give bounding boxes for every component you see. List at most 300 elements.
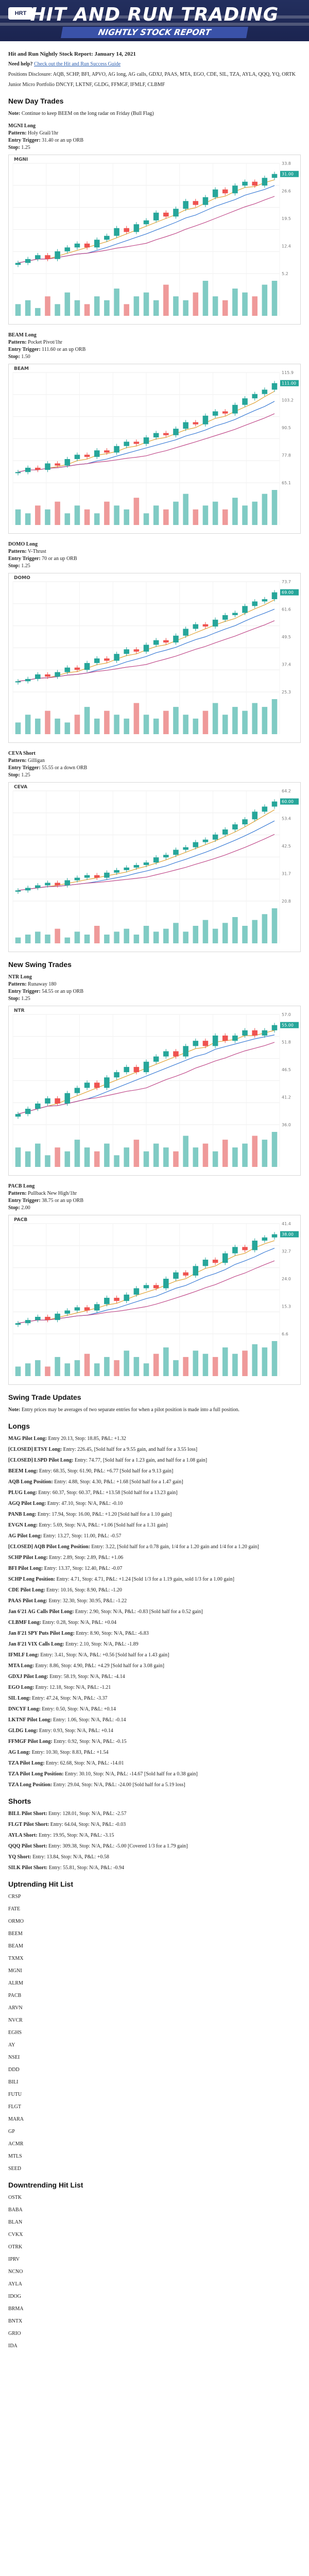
position-details: Entry: 13.37, Stop: 12.40, P&L: -0.07 [43,1566,123,1571]
volume-bar [163,711,169,734]
volume-bar [84,304,90,316]
price-axis-label: 41.2 [282,1095,291,1100]
price-candle [242,1247,248,1250]
position-line [8,1457,301,1464]
ticker-item: CVKX [8,2232,23,2238]
volume-bar [124,304,129,316]
ticker-item: BABA [8,2207,23,2213]
setup-pattern-label: Pattern: [8,549,27,554]
setup-pattern [8,339,301,346]
price-candle [64,1311,70,1314]
stock-chart [8,782,301,952]
setup-name: NTR Long [8,974,32,980]
ticker-item: OSTK [8,2195,22,2200]
price-candle [104,1077,110,1088]
price-candle [173,1051,179,1056]
volume-bar [64,1151,70,1167]
price-axis-label: 6.6 [282,1332,288,1336]
price-candle [193,201,198,205]
position-line [8,1865,301,1872]
setup-pattern-value: Pullback New High/1hr [26,1191,77,1196]
trade-setup [8,750,301,779]
volume-bar [252,502,258,525]
position-line [8,1630,301,1637]
price-candle [134,865,140,868]
volume-bar [262,494,268,525]
setup-entry-trigger-label: Entry Trigger: [8,556,41,562]
price-candle [134,1067,140,1072]
ticker-item: FATE [8,1906,21,1912]
position-line [8,1727,301,1735]
position-label: BFI Pilot Long: [8,1566,43,1571]
position-line [8,1554,301,1562]
position-label: GDXJ Pilot Long: [8,1674,48,1680]
price-candle [84,1307,90,1310]
price-candle [232,185,238,193]
position-line [8,1479,301,1486]
volume-bar [203,505,209,525]
price-candle [252,1030,258,1036]
position-details: Entry: 0.50, Stop: N/A, P&L: +0.14 [40,1706,116,1712]
price-candle [45,883,50,885]
setup-name: CEVA Short [8,751,36,756]
volume-bar [222,923,228,943]
ticker-item: FUTU [8,2092,22,2097]
price-candle [183,201,188,209]
price-candle [64,1093,70,1104]
setup-entry-trigger [8,137,301,144]
volume-bar [104,711,110,734]
position-line [8,1435,301,1443]
shorts-heading: Shorts [8,1797,31,1805]
volume-bar [252,1344,258,1376]
price-candle [272,174,278,178]
volume-bar [242,926,248,943]
position-details: Entry: 5.69, Stop: N/A, P&L: +1.06 [Sold half for a 1.31 gain] [37,1522,168,1528]
success-guide-link[interactable]: Check out the Hit and Run Success Guide [34,61,121,67]
note-text: Entry prices may be averages of two separate entries for when a pilot position is made into a full position. [20,1407,240,1413]
chart-svg [9,155,300,324]
price-candle [213,411,218,415]
stock-chart [8,1215,301,1385]
volume-bar [144,1151,149,1167]
volume-bar [232,917,238,943]
price-candle [15,263,21,265]
price-candle [144,1285,149,1288]
volume-bar [75,300,80,316]
position-line [8,1641,301,1648]
last-price-label: 55.00 [282,1023,294,1028]
position-label: PLUG Long: [8,1490,37,1496]
volume-bar [203,281,209,316]
chart-svg [9,1215,300,1384]
day-trades-note [8,110,301,117]
volume-bar [232,707,238,734]
position-label: BEEM Long: [8,1468,38,1474]
setup-pattern-label: Pattern: [8,340,27,345]
banner-title: HIT AND RUN TRADING [30,4,279,25]
price-axis-label: 19.5 [282,216,291,221]
position-line [8,1684,301,1691]
position-label: MAG Pilot Long: [8,1436,47,1442]
price-candle [213,1036,218,1046]
volume-bar [262,707,268,734]
setup-stop-label: Stop: [8,145,20,150]
setup-stop-value: 1.25 [20,563,30,569]
position-details: Entry: 68.35, Stop: 61.90, P&L: +6.77 [Sold half for a 9.13 gain] [38,1468,174,1474]
price-axis-label: 24.0 [282,1277,291,1281]
price-candle [232,824,238,829]
position-label: QQQ Pilot Short: [8,1843,47,1849]
volume-bar [183,715,188,734]
report-title: Hit and Run Nightly Stock Report: January 14, 2021 [8,51,136,57]
price-candle [193,624,198,629]
volume-bar [134,498,140,525]
position-line [8,1619,301,1626]
setup-pattern-label: Pattern: [8,130,27,136]
position-details: Entry: 0.93, Stop: N/A, P&L: +0.14 [38,1728,113,1734]
volume-bar [104,502,110,525]
volume-bar [144,513,149,525]
position-line [8,1489,301,1497]
volume-bar [272,699,278,734]
volume-bar [153,300,159,316]
setup-entry-trigger-label: Entry Trigger: [8,347,41,352]
price-axis-label: 12.4 [282,244,291,249]
price-candle [183,1046,188,1056]
position-line [8,1854,301,1861]
volume-bar [252,1136,258,1167]
volume-bar [272,281,278,316]
price-candle [35,1104,41,1109]
volume-bar [25,935,31,943]
volume-bar [203,711,209,734]
report-body [0,41,309,2365]
position-label: TZA Long Position: [8,1782,53,1788]
price-axis-label: 37.4 [282,662,291,667]
new-swing-trades-heading: New Swing Trades [8,960,72,969]
position-details: Entry 20.13, Stop: 18.85, P&L: +1.32 [47,1436,126,1442]
position-details: Entry: 2.90, Stop: N/A, P&L: -0.83 [Sold half for a 0.52 gain] [74,1609,203,1615]
volume-bar [104,935,110,943]
position-details: Entry: 128.01, Stop: N/A, P&L: -2.57 [47,1811,127,1817]
price-candle [45,674,50,676]
price-candle [104,873,110,878]
price-candle [114,654,119,660]
volume-bar [144,1363,149,1376]
position-details: Entry: 29.04, Stop: N/A, P&L: -24.00 [Sold half for a 5.19 loss] [52,1782,185,1788]
position-label: TZA Pilot Long: [8,1760,45,1766]
price-candle [114,870,119,873]
position-line [8,1652,301,1659]
price-candle [173,429,179,435]
price-candle [25,468,31,472]
position-details: Entry: 226.45, [Sold half for a 9.55 gain, and half for a 3.55 loss] [62,1447,198,1452]
uptrending-list [8,1893,301,2173]
price-candle [242,606,248,613]
stock-chart [8,364,301,534]
setup-pattern-label: Pattern: [8,758,27,764]
price-axis-label: 115.9 [282,370,294,375]
volume-bar [75,1140,80,1167]
chart-ticker-label: CEVA [14,785,28,790]
position-details: Entry: 55.81, Stop: N/A, P&L: -0.94 [47,1865,125,1871]
price-axis-label: 5.2 [282,272,288,276]
price-candle [25,259,31,263]
volume-bar [134,1140,140,1167]
volume-bar [114,715,119,734]
volume-bar [242,711,248,734]
price-candle [144,645,149,651]
volume-bar [232,1147,238,1167]
volume-bar [173,707,179,734]
position-label: YQ Short: [8,1854,31,1860]
position-line [8,1608,301,1616]
chart-svg [9,1006,300,1175]
ticker-item: BLAN [8,2219,23,2225]
volume-bar [134,296,140,316]
volume-bar [262,1347,268,1376]
setup-entry-trigger-label: Entry Trigger: [8,138,41,143]
setup-name: PACB Long [8,1183,35,1189]
position-line [8,1576,301,1583]
price-candle [55,672,60,677]
price-candle [213,620,218,626]
price-candle [124,1295,129,1301]
price-candle [84,244,90,248]
trade-setup [8,1183,301,1212]
volume-bar [15,938,21,943]
volume-bar [193,1351,198,1376]
price-candle [242,1030,248,1036]
volume-bar [153,505,159,525]
setup-stop-label: Stop: [8,354,20,360]
price-candle [262,389,268,394]
price-candle [203,416,209,425]
price-candle [64,668,70,672]
price-candle [163,1279,169,1288]
volume-bar [45,711,50,734]
price-candle [25,1320,31,1323]
price-candle [262,599,268,601]
price-axis-label: 20.8 [282,899,291,904]
price-candle [183,629,188,636]
position-line [8,1565,301,1572]
price-candle [252,601,258,606]
ticker-item: BILI [8,2079,19,2085]
position-details: Entry: 8.90, Stop: N/A, P&L: -6.83 [74,1631,149,1636]
setup-entry-trigger-label: Entry Trigger: [8,765,41,771]
position-label: AG Long: [8,1750,31,1755]
trade-setup [8,332,301,361]
position-label: AYLA Short: [8,1833,38,1838]
price-candle [124,649,129,654]
volume-bar [153,931,159,943]
price-candle [134,224,140,232]
setup-pattern-label: Pattern: [8,1191,27,1196]
position-line [8,1771,301,1778]
ticker-item: DDD [8,2067,20,2073]
volume-bar [75,715,80,734]
position-line [8,1821,301,1828]
ticker-item: ARVN [8,2005,23,2011]
chart-ticker-label: MGNI [14,157,28,162]
volume-bar [134,703,140,734]
volume-bar [45,1366,50,1376]
position-details: Entry: 0.92, Stop: N/A, P&L: -0.15 [52,1739,127,1744]
volume-bar [25,513,31,525]
position-line [8,1738,301,1745]
position-label: FLGT Pilot Short: [8,1822,49,1827]
ticker-item: PACB [8,1993,22,1998]
volume-bar [45,510,50,525]
position-line [8,1544,301,1551]
longs-list [8,1435,301,1789]
price-candle [262,807,268,812]
price-candle [222,615,228,620]
price-candle [15,1114,21,1116]
position-label: BILL Pilot Short: [8,1811,47,1817]
price-candle [35,1317,41,1320]
volume-bar [104,1144,110,1167]
ticker-item: AY [8,2042,15,2048]
position-label: SCHP Long Position: [8,1577,56,1582]
price-candle [35,885,41,888]
price-candle [64,880,70,886]
volume-bar [193,719,198,734]
last-price-label: 69.00 [282,590,294,595]
price-candle [272,1025,278,1030]
price-candle [75,878,80,880]
setup-stop-label: Stop: [8,772,20,778]
volume-bar [213,703,218,734]
volume-bar [45,1155,50,1167]
volume-bar [124,719,129,734]
setup-stop [8,772,301,779]
chart-svg [9,783,300,952]
ticker-item: AYLA [8,2281,22,2287]
price-candle [222,1253,228,1263]
price-candle [242,819,248,824]
position-details: Entry: 8.86, Stop: 4.90, P&L: +4.29 [Sold half for a 3.08 gain] [34,1663,164,1669]
price-candle [153,213,159,221]
price-candle [35,674,41,679]
price-candle [124,868,129,870]
setup-stop [8,563,301,570]
price-candle [75,1088,80,1093]
ticker-item: GRIO [8,2331,21,2336]
ticker-item: GP [8,2129,15,2134]
position-label: DNCYF Long: [8,1706,41,1712]
position-line [8,1511,301,1518]
volume-bar [134,935,140,943]
volume-bar [75,1360,80,1376]
price-candle [203,624,209,626]
price-candle [75,244,80,248]
volume-bar [163,510,169,525]
setup-entry-trigger-value: 38.75 or an up ORB [40,1198,84,1204]
price-candle [75,668,80,670]
price-candle [203,1041,209,1046]
position-label: MTA Long: [8,1663,35,1669]
ticker-item: BEAM [8,1943,23,1949]
volume-bar [163,929,169,943]
volume-bar [64,513,70,525]
ticker-item: CRSP [8,1894,21,1900]
position-details: Entry: 32.30, Stop: 30.95, P&L: -1.22 [47,1598,127,1604]
ticker-item: NSEI [8,2055,20,2060]
price-candle [25,1109,31,1114]
volume-bar [232,1354,238,1376]
price-candle [64,247,70,251]
price-candle [163,213,169,217]
trade-setup [8,123,301,151]
note-label: Note: [8,111,21,116]
volume-bar [183,1357,188,1376]
price-candle [94,1304,100,1310]
position-details: Entry: 3.41, Stop: N/A, P&L: +0.56 [Sold half for a 1.43 gain] [39,1652,169,1658]
price-candle [114,1072,119,1077]
stock-chart [8,573,301,743]
volume-bar [173,1360,179,1376]
price-candle [163,640,169,642]
volume-bar [55,1357,60,1376]
last-price-label: 31.00 [282,172,294,177]
price-axis-label: 33.8 [282,161,291,166]
price-candle [153,1057,159,1062]
volume-bar [94,1363,100,1376]
volume-bar [35,719,41,734]
position-label: [CLOSED] ETSY Long: [8,1447,62,1452]
setup-stop-value: 1.25 [20,772,30,778]
volume-bar [213,1357,218,1376]
volume-bar [55,929,60,943]
setup-stop-value: 1.25 [20,145,30,150]
volume-bar [114,1360,119,1376]
setup-stop-label: Stop: [8,563,20,569]
volume-bar [114,931,119,943]
volume-bar [163,285,169,316]
position-line [8,1673,301,1681]
ticker-item: MTLS [8,2154,22,2159]
position-details: Entry: 30.10, Stop: N/A, P&L: -14.67 [Sold half for a 0.38 gain] [63,1771,198,1777]
volume-bar [183,300,188,316]
volume-bar [64,938,70,943]
price-candle [75,455,80,459]
price-axis-label: 61.6 [282,607,291,612]
volume-bar [75,931,80,943]
price-candle [25,888,31,890]
volume-bar [203,1354,209,1376]
price-candle [242,398,248,405]
price-candle [213,190,218,197]
price-candle [144,1062,149,1072]
price-candle [114,1298,119,1301]
position-details: Entry: 19.95, Stop: N/A, P&L: -3.15 [37,1833,114,1838]
price-candle [124,442,129,446]
volume-bar [144,926,149,943]
position-line [8,1760,301,1767]
volume-bar [104,1357,110,1376]
price-axis-label: 64.2 [282,789,291,793]
volume-bar [84,935,90,943]
junior-positions: Junior Micro Portfolio DNCYF, LKTNF, GLDG, FFMGF, IFMLF, CLBMF [8,82,165,88]
setup-pattern [8,548,301,555]
volume-bar [163,1347,169,1376]
volume-bar [114,289,119,316]
position-line [8,1706,301,1713]
volume-bar [64,1363,70,1376]
